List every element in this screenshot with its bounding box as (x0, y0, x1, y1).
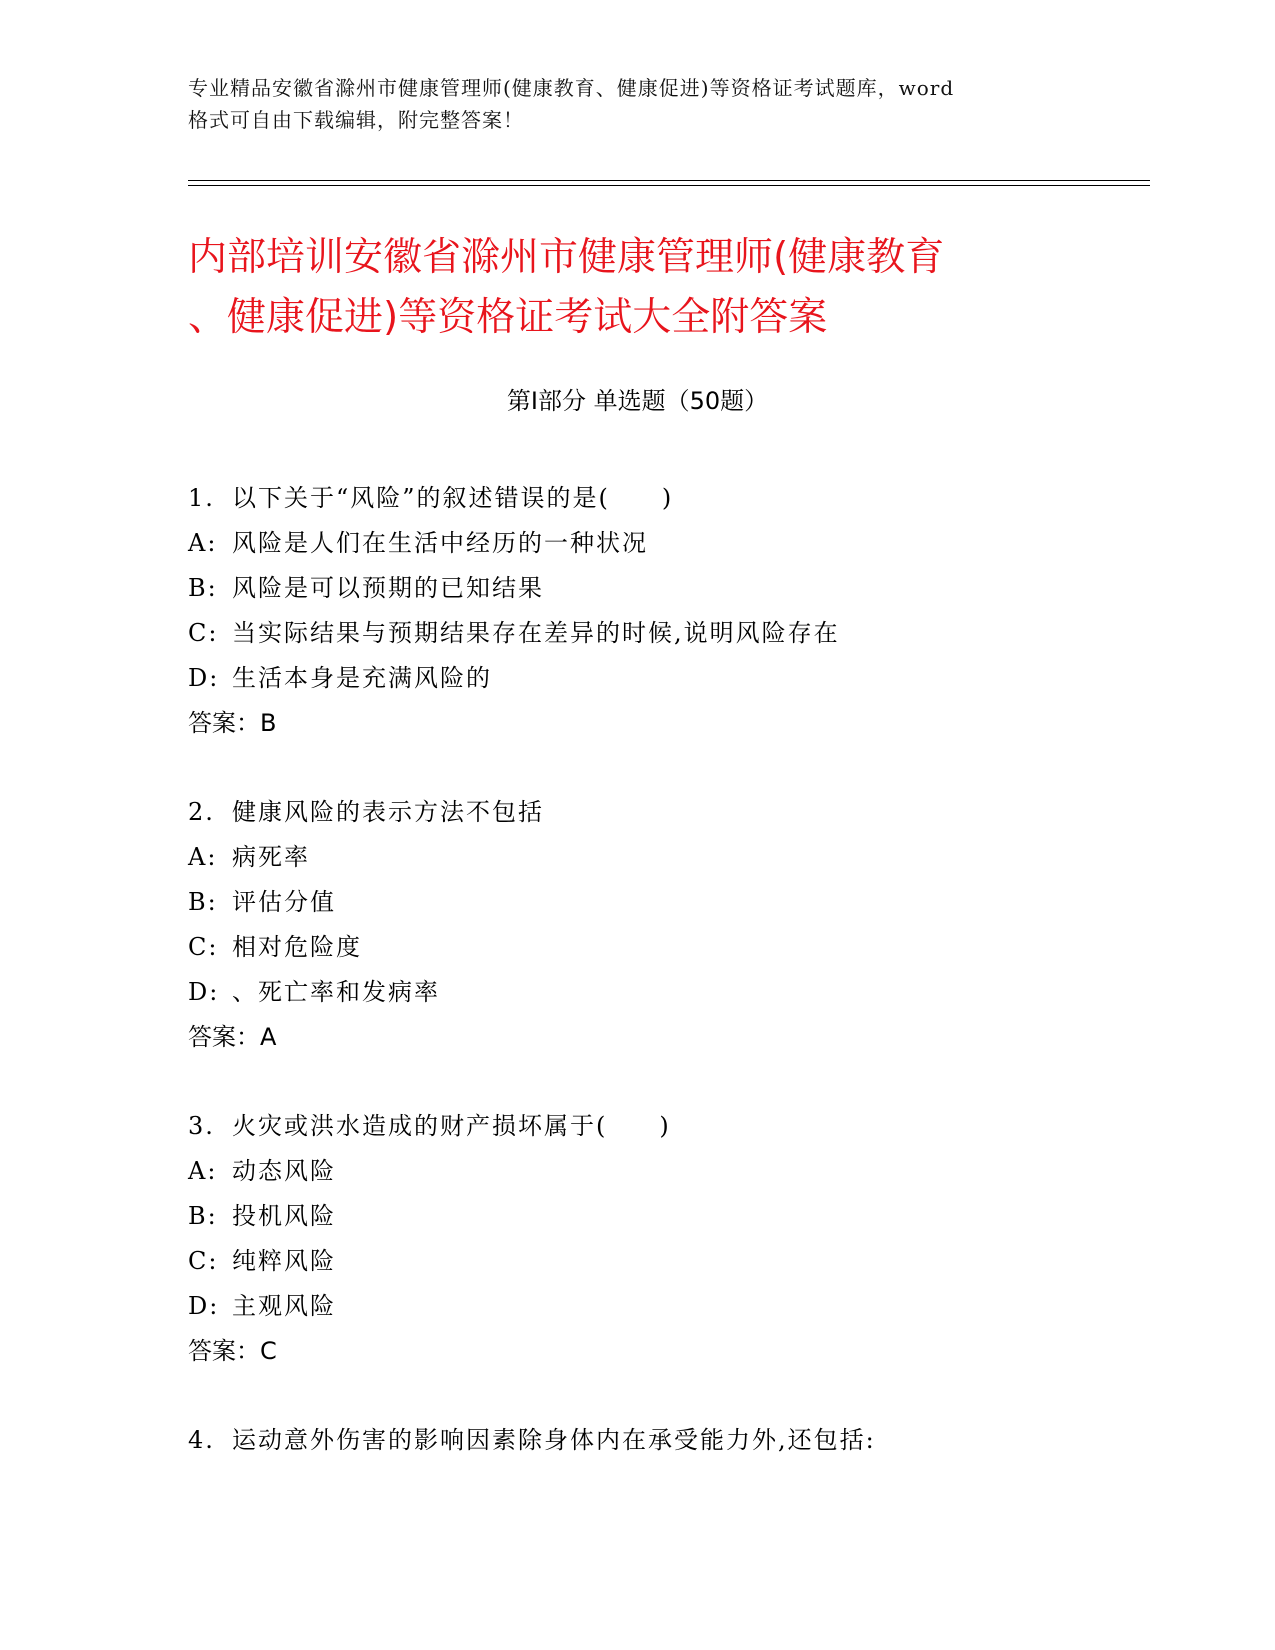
question-stem (188, 1418, 1168, 1463)
answer-value: B (260, 709, 277, 737)
option-b (188, 1194, 1168, 1239)
answer-label: 答案： (188, 1023, 260, 1051)
question-text: 以下关于“风险”的叙述错误的是( ) (232, 484, 674, 512)
document-title-line-1: 内部培训安徽省滁州市健康管理师(健康教育 (188, 235, 945, 280)
question-text: 健康风险的表示方法不包括 (232, 798, 544, 826)
answer-label: 答案： (188, 1337, 260, 1365)
section-heading: 第Ⅰ部分 单选题（50题） (506, 387, 769, 415)
header-divider-bottom (188, 185, 1150, 186)
question-stem (188, 476, 1168, 521)
answer (188, 1329, 1168, 1374)
answer-value: A (260, 1023, 277, 1051)
question-text: 运动意外伤害的影响因素除身体内在承受能力外,还包括: (232, 1426, 876, 1454)
option-key: B: (188, 574, 218, 602)
option-text: 风险是人们在生活中经历的一种状况 (232, 529, 648, 557)
option-a (188, 1149, 1168, 1194)
option-key: B: (188, 1202, 218, 1230)
question-number: 4. (188, 1426, 215, 1454)
option-key: C: (188, 619, 219, 647)
option-key: C: (188, 1247, 219, 1275)
header-note-line-2: 格式可自由下载编辑，附完整答案！ (188, 108, 524, 132)
option-d (188, 656, 1168, 701)
question-stem (188, 1104, 1168, 1149)
option-key: D: (188, 978, 220, 1006)
option-text: 相对危险度 (232, 933, 362, 961)
option-d (188, 970, 1168, 1015)
option-text: 病死率 (232, 843, 310, 871)
option-key: D: (188, 664, 220, 692)
header-divider-top (188, 180, 1150, 181)
header-note (188, 72, 1088, 136)
question-2 (188, 790, 1168, 1060)
question-list (188, 476, 1168, 1507)
option-key: A: (188, 529, 218, 557)
option-text: 主观风险 (232, 1292, 336, 1320)
option-text: 、死亡率和发病率 (232, 978, 440, 1006)
question-1 (188, 476, 1168, 746)
option-d (188, 1284, 1168, 1329)
option-text: 动态风险 (232, 1157, 336, 1185)
question-stem (188, 790, 1168, 835)
option-key: D: (188, 1292, 220, 1320)
answer (188, 1015, 1168, 1060)
option-text: 生活本身是充满风险的 (232, 664, 492, 692)
option-text: 投机风险 (232, 1202, 336, 1230)
question-number: 3. (188, 1112, 215, 1140)
document-title-line-2: 、健康促进)等资格证考试大全附答案 (188, 295, 828, 340)
answer-label: 答案： (188, 709, 260, 737)
option-text: 评估分值 (232, 888, 336, 916)
header-note-line-1: 专业精品安徽省滁州市健康管理师(健康教育、健康促进)等资格证考试题库，word (188, 76, 955, 100)
option-text: 当实际结果与预期结果存在差异的时候,说明风险存在 (232, 619, 840, 647)
option-c (188, 925, 1168, 970)
option-a (188, 835, 1168, 880)
option-c (188, 611, 1168, 656)
option-key: C: (188, 933, 219, 961)
option-text: 纯粹风险 (232, 1247, 336, 1275)
option-b (188, 880, 1168, 925)
option-text: 风险是可以预期的已知结果 (232, 574, 544, 602)
answer (188, 701, 1168, 746)
question-4 (188, 1418, 1168, 1463)
answer-value: C (260, 1337, 277, 1365)
option-a (188, 521, 1168, 566)
option-key: A: (188, 843, 218, 871)
option-b (188, 566, 1168, 611)
option-key: A: (188, 1157, 218, 1185)
question-number: 1. (188, 484, 215, 512)
question-3 (188, 1104, 1168, 1374)
document-title (188, 228, 1098, 348)
question-text: 火灾或洪水造成的财产损坏属于( ) (232, 1112, 671, 1140)
option-key: B: (188, 888, 218, 916)
question-number: 2. (188, 798, 215, 826)
option-c (188, 1239, 1168, 1284)
